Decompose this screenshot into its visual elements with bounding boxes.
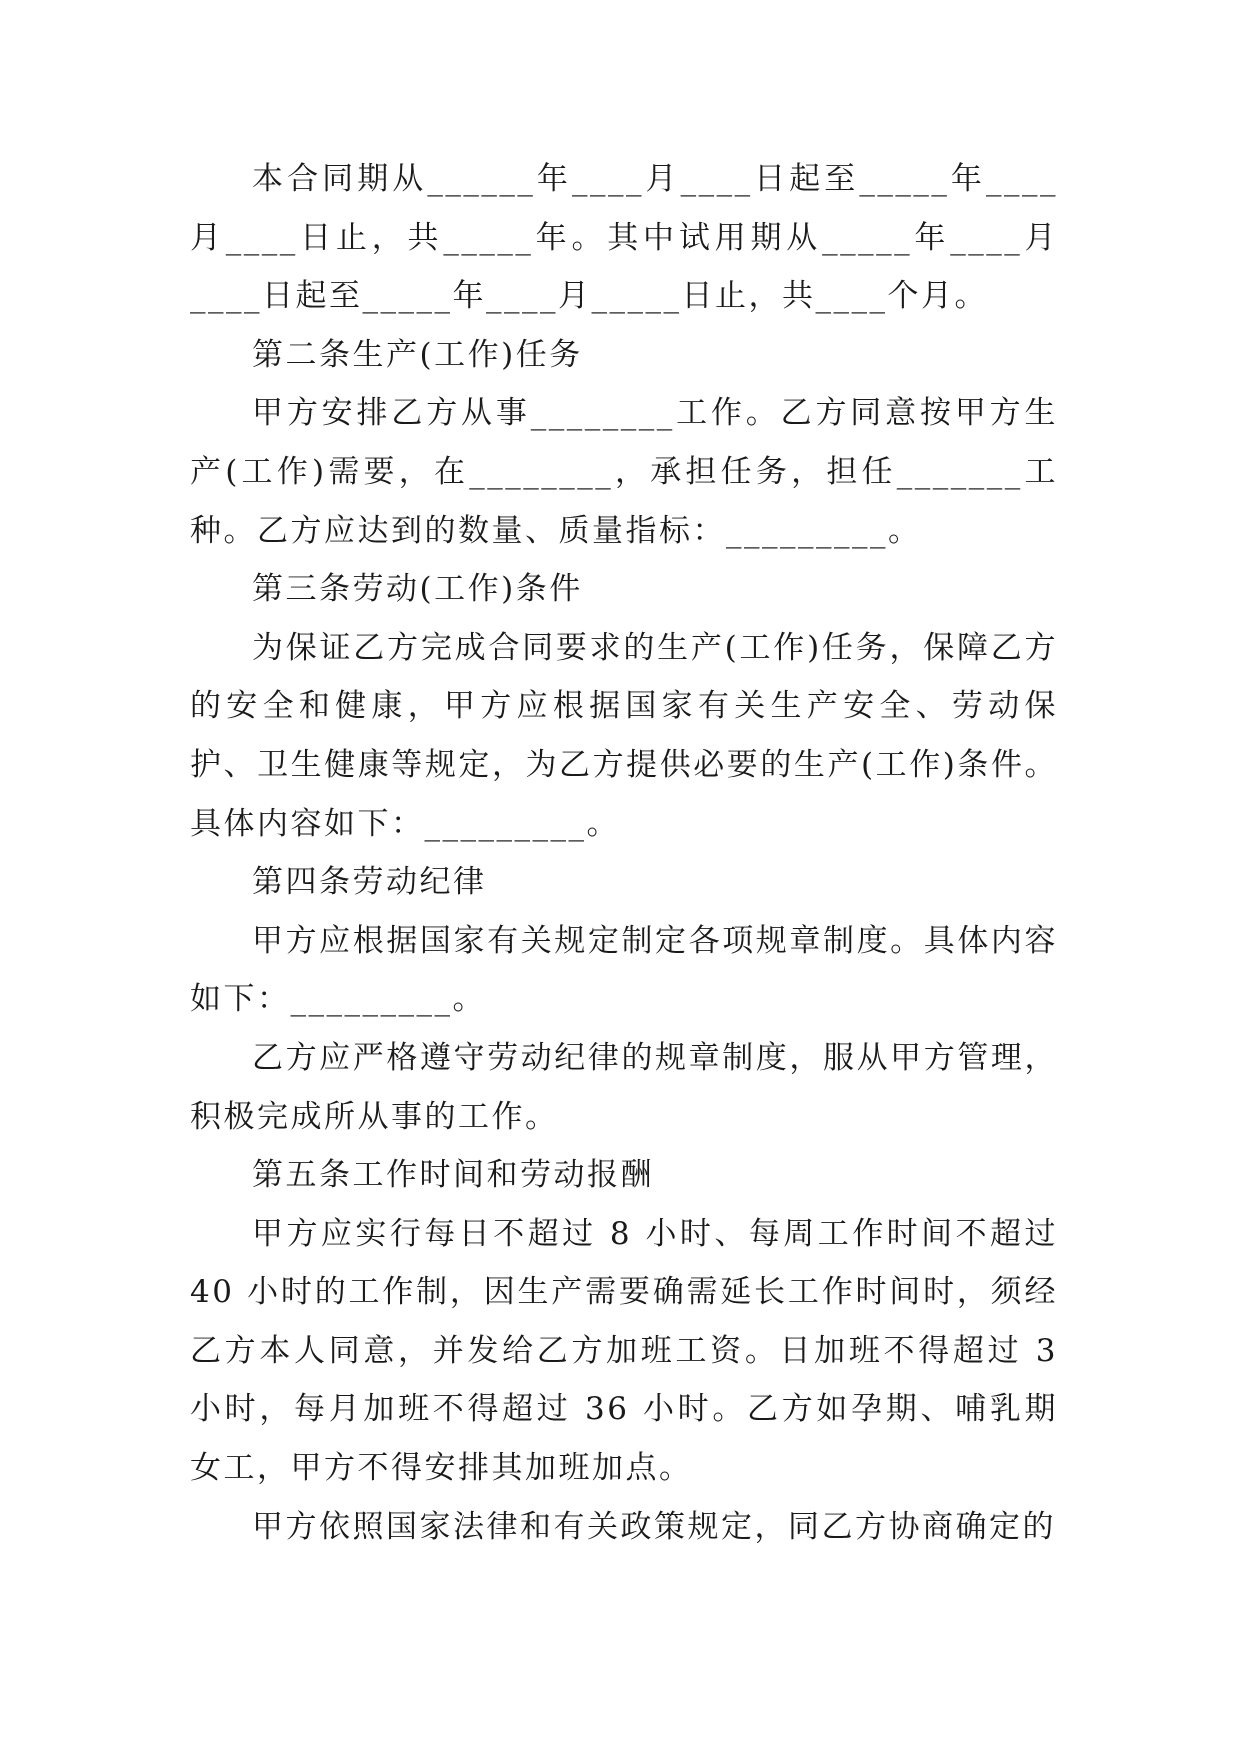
article-4-paragraph-2: 乙方应严格遵守劳动纪律的规章制度，服从甲方管理，积极完成所从事的工作。 — [190, 1039, 1058, 1135]
article-4-heading: 第四条劳动纪律 — [252, 864, 487, 901]
article-3-heading: 第三条劳动(工作)条件 — [252, 571, 583, 608]
article-2-heading: 第二条生产(工作)任务 — [252, 336, 583, 373]
contract-term-paragraph: 本合同期从______年____月____日起至_____年____月____日止，共_____年。其中试用期从_____年____月____日起至_____年____月_____日止，共____个月。 — [190, 161, 1058, 315]
document-body — [190, 150, 1058, 1556]
article-5-paragraph-1: 甲方应实行每日不超过 8 小时、每周工作时间不超过 40 小时的工作制，因生产需要确需延长工作时间时，须经乙方本人同意，并发给乙方加班工资。日加班不得超过 3 小时，每月加班不得超过 36 小时。乙方如孕期、哺乳期女工，甲方不得安排其加班加点。 — [190, 1215, 1058, 1487]
article-5-paragraph-2: 甲方依照国家法律和有关政策规定，同乙方协商确定的 — [252, 1508, 1056, 1545]
article-3-paragraph: 为保证乙方完成合同要求的生产(工作)任务，保障乙方的安全和健康，甲方应根据国家有关生产安全、劳动保护、卫生健康等规定，为乙方提供必要的生产(工作)条件。具体内容如下：_________。 — [190, 629, 1058, 842]
article-5-heading: 第五条工作时间和劳动报酬 — [252, 1157, 654, 1194]
article-4-paragraph-1: 甲方应根据国家有关规定制定各项规章制度。具体内容如下：_________。 — [190, 922, 1058, 1018]
article-2-paragraph: 甲方安排乙方从事________工作。乙方同意按甲方生产(工作)需要，在________，承担任务，担任_______工种。乙方应达到的数量、质量指标：_________。 — [190, 395, 1058, 549]
